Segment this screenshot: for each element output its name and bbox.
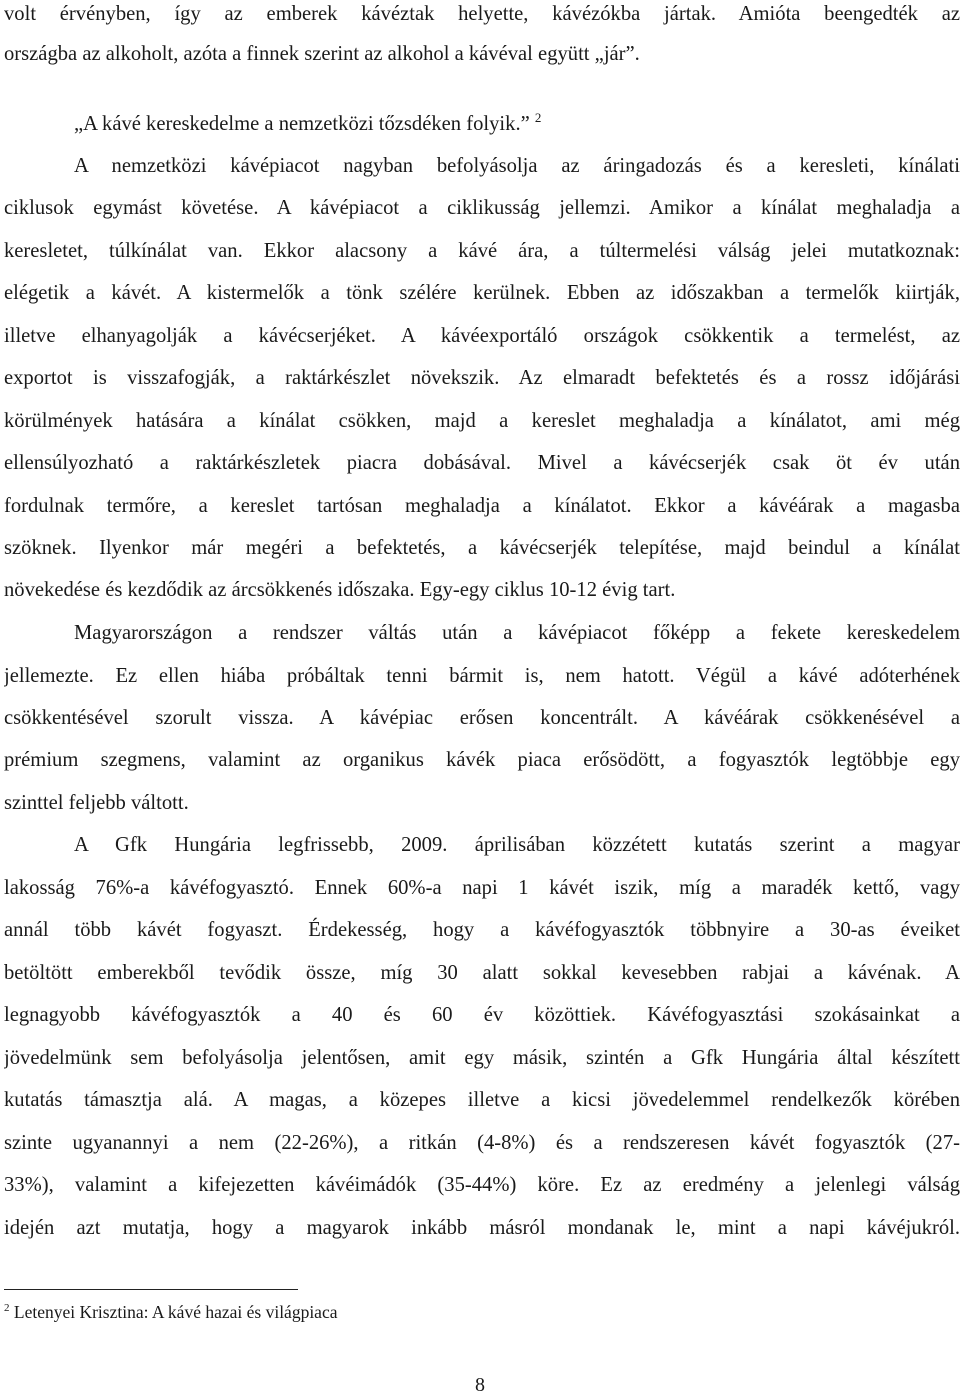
paragraph-line: A nemzetközi kávépiacot nagyban befolyásolja az áringadozás és a keresleti, kínálati <box>74 155 960 177</box>
page-number: 8 <box>475 1374 485 1396</box>
quote-text: „A kávé kereskedelme a nemzetközi tőzsdéken folyik.” <box>74 113 530 135</box>
paragraph-line: legnagyobb kávéfogyasztók a 40 és 60 év közöttiek. Kávéfogyasztási szokásainkat a <box>4 1004 960 1026</box>
paragraph-line: exportot is visszafogják, a raktárkészlet növekszik. Az elmaradt befektetés és a rossz időjárási <box>4 367 960 389</box>
paragraph-line: szöknek. Ilyenkor már megéri a befektetés, a kávécserjék telepítése, majd beindul a kínálat <box>4 537 960 559</box>
paragraph-line: ellensúlyozható a raktárkészletek piacra dobásával. Mivel a kávécserjék csak öt év után <box>4 452 960 474</box>
paragraph-line: szinte ugyanannyi a nem (22-26%), a ritkán (4-8%) és a rendszeresen kávét fogyasztók (27- <box>4 1132 960 1154</box>
paragraph-line: szinttel feljebb váltott. <box>4 792 189 814</box>
paragraph-line: volt érvényben, így az emberek kávéztak helyette, kávézókba jártak. Amióta beengedték az <box>4 3 960 25</box>
paragraph-line: betöltött emberekből tevődik össze, míg 30 alatt sokkal kevesebben rabjai a kávénak. A <box>4 962 960 984</box>
paragraph-line: lakosság 76%-a kávéfogyasztó. Ennek 60%-a napi 1 kávét iszik, míg a maradék kettő, vagy <box>4 877 960 899</box>
paragraph-line: országba az alkoholt, azóta a finnek szerint az alkohol a kávéval együtt „jár”. <box>4 43 640 65</box>
footnote-text: Letenyei Krisztina: A kávé hazai és világpiaca <box>13 1302 338 1322</box>
paragraph-line: növekedése és kezdődik az árcsökkenés időszaka. Egy-egy ciklus 10-12 évig tart. <box>4 579 676 601</box>
paragraph-line: fordulnak termőre, a kereslet tartósan meghaladja a kínálatot. Ekkor a kávéárak a magasba <box>4 495 960 517</box>
paragraph-line: A Gfk Hungária legfrissebb, 2009. áprilisában közzétett kutatás szerint a magyar <box>74 834 960 856</box>
footnote-divider <box>4 1289 298 1290</box>
paragraph-line: annál több kávét fogyaszt. Érdekesség, hogy a kávéfogyasztók többnyire a 30-as éveiket <box>4 919 960 941</box>
paragraph-line: elégetik a kávét. A kistermelők a tönk szélére kerülnek. Ebben az időszakban a termelők kiirtják, <box>4 282 960 304</box>
paragraph-line: jövedelmünk sem befolyásolja jelentősen, amit egy másik, szintén a Gfk Hungária által készített <box>4 1047 960 1069</box>
footnote <box>4 1300 338 1324</box>
paragraph-line: kutatás támasztja alá. A magas, a közepes illetve a kicsi jövedelemmel rendelkezők körében <box>4 1089 960 1111</box>
paragraph-line: jellemezte. Ez ellen hiába próbáltak tenni bármit is, nem hatott. Végül a kávé adóterhének <box>4 665 960 687</box>
footnote-reference[interactable]: 2 <box>534 110 542 125</box>
paragraph-line: idején azt mutatja, hogy a magyarok inkább másról mondanak le, mint a napi kávéjukról. <box>4 1217 960 1239</box>
paragraph-line: Magyarországon a rendszer váltás után a kávépiacot főképp a fekete kereskedelem <box>74 622 960 644</box>
paragraph-line: körülmények hatására a kínálat csökken, majd a kereslet meghaladja a kínálatot, ami még <box>4 410 960 432</box>
paragraph-line: csökkentésével szorult vissza. A kávépiac erősen koncentrált. A kávéárak csökkenésével a <box>4 707 960 729</box>
quote-line <box>4 110 960 138</box>
paragraph-line: keresletet, túlkínálat van. Ekkor alacsony a kávé ára, a túltermelési válság jelei mutatkoznak: <box>4 240 960 262</box>
paragraph-line: 33%), valamint a kifejezetten kávéimádók (35-44%) köre. Ez az eredmény a jelenlegi válság <box>4 1174 960 1196</box>
paragraph-line: illetve elhanyagolják a kávécserjéket. A kávéexportáló országok csökkentik a termelést, az <box>4 325 960 347</box>
paragraph-line: prémium szegmens, valamint az organikus kávék piaca erősödött, a fogyasztók legtöbbje egy <box>4 749 960 771</box>
footnote-number: 2 <box>4 1302 10 1314</box>
paragraph-line: ciklusok egymást követése. A kávépiacot a ciklikusság jellemzi. Amikor a kínálat meghaladja a <box>4 197 960 219</box>
